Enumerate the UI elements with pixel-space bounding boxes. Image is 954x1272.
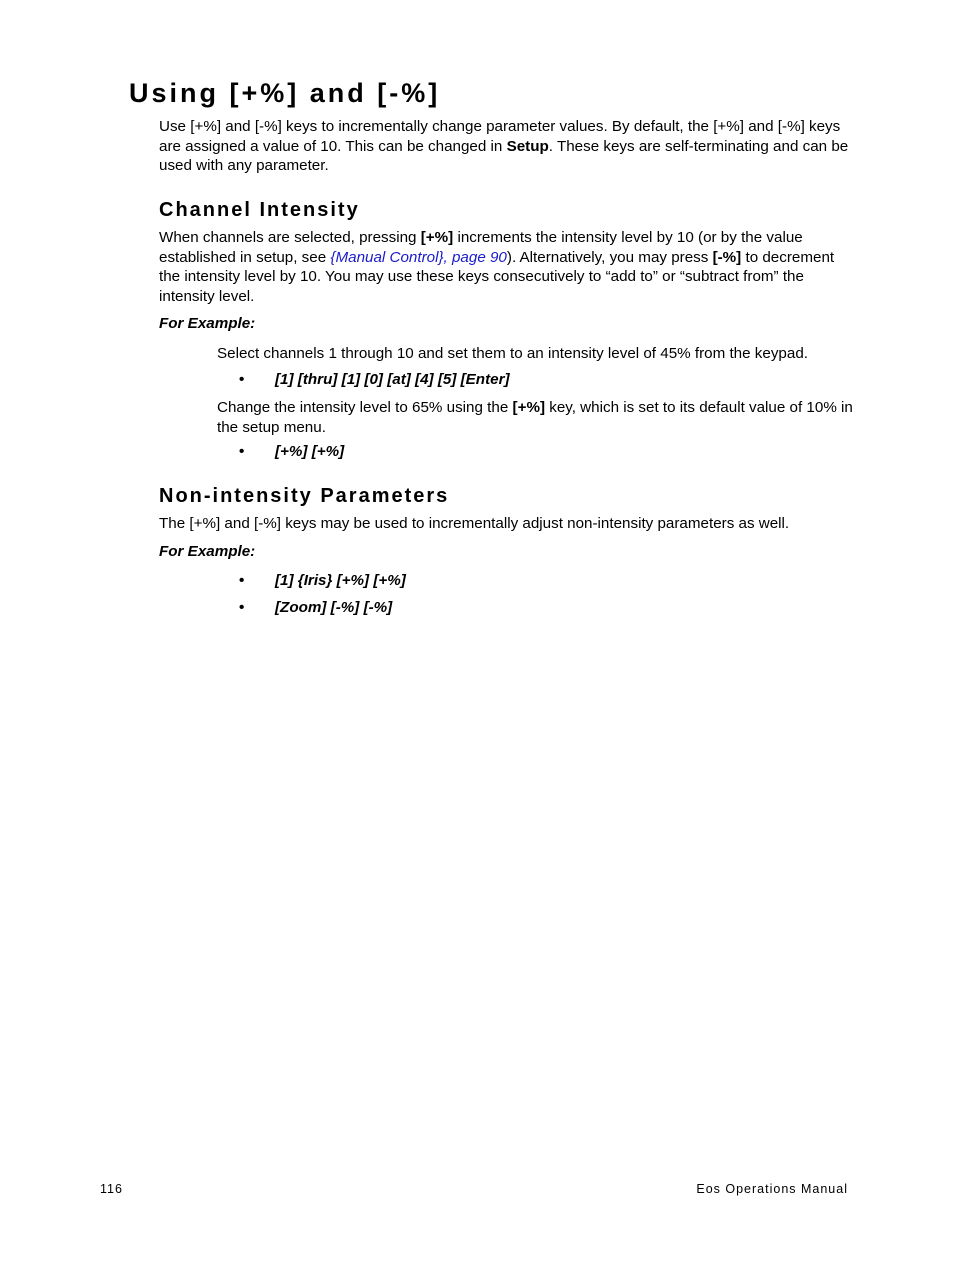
ci-text-1: When channels are selected, pressing [159, 229, 421, 246]
key-sequence: [1] [thru] [1] [0] [at] [4] [5] [Enter] [275, 371, 510, 388]
page-title: Using [+%] and [-%] [129, 78, 441, 108]
ci-text-2: increments the intensity level by 10 (or by the value established in setup, see [159, 229, 803, 266]
ci-text-3: ). Alternatively, you may press [506, 248, 713, 266]
list-item [239, 572, 406, 589]
step2-text-1: Change the intensity level to 65% using the [217, 399, 513, 416]
intro-paragraph [159, 117, 854, 176]
key-sequence: [Zoom] [-%] [-%] [275, 599, 393, 616]
intro-text-1: Use [+%] and [-%] keys to incrementally change parameter values. By default, the [+%] and [-%] keys are assigned a value of 10. This can be changed in [159, 118, 841, 155]
non-intensity-paragraph: The [+%] and [-%] keys may be used to incrementally adjust non-intensity parameters as well. [159, 515, 790, 532]
ci-minus-key: [-%] [712, 248, 742, 266]
example-step-text: Select channels 1 through 10 and set them to an intensity level of 45% from the keypad. [217, 345, 808, 362]
intro-setup-bold: Setup [506, 137, 549, 155]
step2-text-2: key, which is set to its default value of 10% in the setup menu. [217, 399, 853, 436]
intro-text-2: . These keys are self-terminating and can be used with any parameter. [159, 137, 849, 174]
step2-plus-key: [+%] [512, 399, 546, 416]
bullet-glyph: • [239, 572, 245, 589]
list-item [239, 599, 392, 616]
section-heading-channel-intensity: Channel Intensity [159, 199, 360, 221]
key-sequence: [1] {Iris} [+%] [+%] [275, 572, 406, 589]
list-item [239, 443, 344, 460]
example-label: For Example: [159, 315, 256, 332]
ci-plus-key: [+%] [420, 229, 454, 246]
manual-control-link[interactable]: {Manual Control}, page 90 [330, 248, 507, 266]
ci-text-4: to decrement the intensity level by 10. You may use these keys consecutively to “add to” or “subtract from” the intensity level. [159, 248, 835, 305]
example-label: For Example: [159, 543, 256, 560]
key-sequence: [+%] [+%] [275, 443, 345, 460]
bullet-glyph: • [239, 599, 245, 616]
channel-intensity-paragraph [159, 228, 854, 306]
bullet-glyph: • [239, 443, 245, 460]
bullet-glyph: • [239, 371, 245, 388]
footer-manual-title: Eos Operations Manual [696, 1182, 848, 1196]
list-item [239, 371, 510, 388]
page-number: 116 [100, 1182, 123, 1196]
example-step-text [217, 398, 854, 437]
section-heading-non-intensity: Non-intensity Parameters [159, 485, 450, 507]
